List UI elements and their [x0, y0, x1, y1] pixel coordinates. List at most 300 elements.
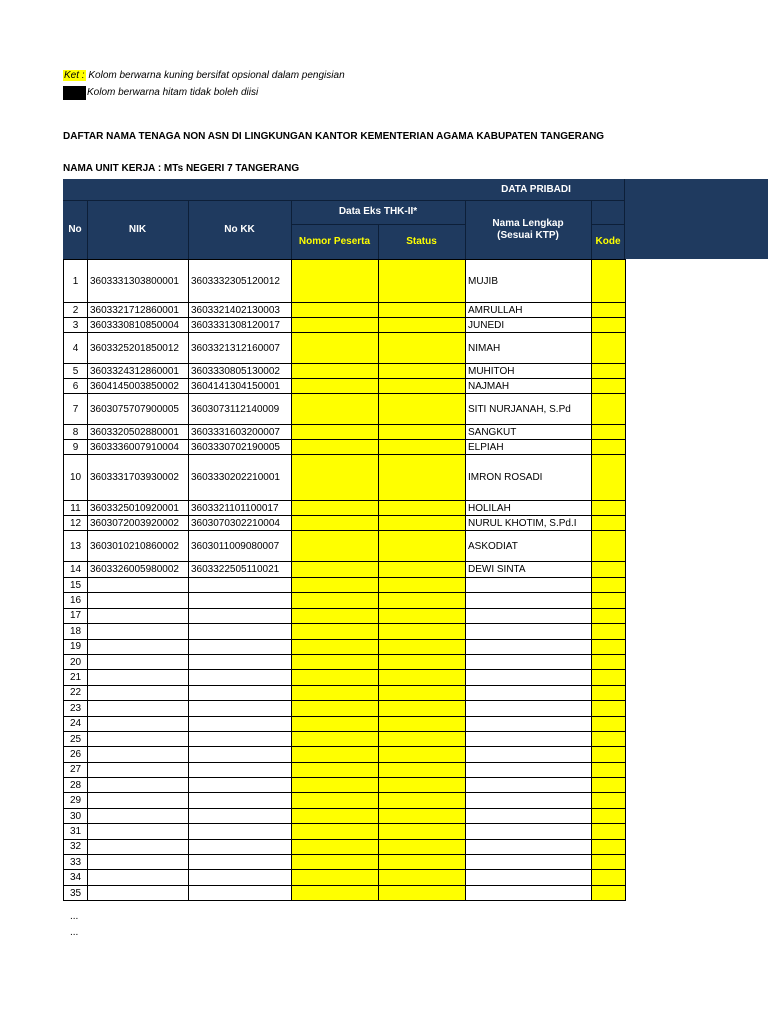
- row-nomor-peserta[interactable]: [292, 670, 379, 685]
- row-status[interactable]: [379, 425, 466, 440]
- row-status[interactable]: [379, 654, 466, 669]
- row-status[interactable]: [379, 839, 466, 854]
- header-divider: [188, 200, 189, 259]
- row-status[interactable]: [379, 639, 466, 654]
- row-no-kk[interactable]: [189, 716, 292, 731]
- row-nama[interactable]: [466, 885, 592, 900]
- table-row: [64, 440, 626, 455]
- row-status[interactable]: [379, 670, 466, 685]
- row-nama[interactable]: [466, 870, 592, 885]
- table-row: [64, 793, 626, 808]
- row-nama[interactable]: [466, 716, 592, 731]
- row-nama[interactable]: IMRON ROSADI: [466, 455, 592, 501]
- row-nama[interactable]: MUHITOH: [466, 364, 592, 379]
- row-kode[interactable]: [592, 778, 626, 793]
- row-status[interactable]: [379, 578, 466, 593]
- row-nomor-peserta[interactable]: [292, 260, 379, 303]
- row-kode[interactable]: [592, 260, 626, 303]
- row-nik[interactable]: 3603324312860001: [88, 364, 189, 379]
- row-status[interactable]: [379, 808, 466, 823]
- row-no[interactable]: 4: [64, 333, 88, 364]
- row-nama[interactable]: ASKODIAT: [466, 531, 592, 562]
- row-kode[interactable]: [592, 531, 626, 562]
- row-kode[interactable]: [592, 793, 626, 808]
- row-kode[interactable]: [592, 578, 626, 593]
- header-nik: NIK: [128, 223, 147, 235]
- row-kode[interactable]: [592, 516, 626, 531]
- table-row: [64, 260, 626, 303]
- legend-black-swatch: [63, 86, 86, 100]
- row-no-kk[interactable]: 3603321101100017: [189, 501, 292, 516]
- row-no[interactable]: 3: [64, 318, 88, 333]
- row-status[interactable]: [379, 364, 466, 379]
- row-no-kk[interactable]: [189, 654, 292, 669]
- row-no-kk[interactable]: [189, 762, 292, 777]
- row-nomor-peserta[interactable]: [292, 716, 379, 731]
- table-row: [64, 885, 626, 900]
- legend-yellow-note: Kolom berwarna kuning bersifat opsional dalam pengisian: [88, 70, 345, 81]
- table-row: [64, 501, 626, 516]
- row-status[interactable]: [379, 455, 466, 501]
- row-no[interactable]: 5: [64, 364, 88, 379]
- row-status[interactable]: [379, 870, 466, 885]
- row-no[interactable]: 6: [64, 379, 88, 394]
- header-nomor-peserta: Nomor Peserta: [298, 235, 371, 247]
- row-nama[interactable]: [466, 654, 592, 669]
- row-kode[interactable]: [592, 593, 626, 608]
- row-no-kk[interactable]: 3603011009080007: [189, 531, 292, 562]
- row-nama[interactable]: [466, 578, 592, 593]
- row-status[interactable]: [379, 685, 466, 700]
- row-nomor-peserta[interactable]: [292, 855, 379, 870]
- row-nama[interactable]: DEWI SINTA: [466, 562, 592, 578]
- row-no-kk[interactable]: [189, 747, 292, 762]
- row-nama[interactable]: [466, 808, 592, 823]
- row-nomor-peserta[interactable]: [292, 333, 379, 364]
- table-row: [64, 654, 626, 669]
- row-nik[interactable]: [88, 639, 189, 654]
- row-no[interactable]: 1: [64, 260, 88, 303]
- row-no-kk[interactable]: [189, 793, 292, 808]
- row-nik[interactable]: [88, 793, 189, 808]
- row-no-kk[interactable]: [189, 855, 292, 870]
- row-no-kk[interactable]: 3603321312160007: [189, 333, 292, 364]
- row-nomor-peserta[interactable]: [292, 516, 379, 531]
- row-nik[interactable]: 3603072003920002: [88, 516, 189, 531]
- row-status[interactable]: [379, 260, 466, 303]
- row-nomor-peserta[interactable]: [292, 318, 379, 333]
- row-nik[interactable]: [88, 578, 189, 593]
- row-status[interactable]: [379, 747, 466, 762]
- row-kode[interactable]: [592, 685, 626, 700]
- table-row: [64, 716, 626, 731]
- row-no[interactable]: 23: [64, 701, 88, 716]
- row-nik[interactable]: [88, 839, 189, 854]
- table-row: [64, 379, 626, 394]
- row-nomor-peserta[interactable]: [292, 762, 379, 777]
- row-no[interactable]: 34: [64, 870, 88, 885]
- row-nik[interactable]: 3603331303800001: [88, 260, 189, 303]
- row-nama[interactable]: NURUL KHOTIM, S.Pd.I: [466, 516, 592, 531]
- row-nomor-peserta[interactable]: [292, 578, 379, 593]
- row-nama[interactable]: [466, 593, 592, 608]
- table-row: [64, 364, 626, 379]
- row-no[interactable]: 31: [64, 824, 88, 839]
- row-nomor-peserta[interactable]: [292, 425, 379, 440]
- row-nomor-peserta[interactable]: [292, 440, 379, 455]
- row-nomor-peserta[interactable]: [292, 639, 379, 654]
- legend-black-line: [63, 86, 258, 100]
- row-nama[interactable]: [466, 762, 592, 777]
- row-no-kk[interactable]: 3603331308120017: [189, 318, 292, 333]
- row-kode[interactable]: [592, 747, 626, 762]
- row-nama[interactable]: ELPIAH: [466, 440, 592, 455]
- row-kode[interactable]: [592, 318, 626, 333]
- row-nomor-peserta[interactable]: [292, 593, 379, 608]
- row-no[interactable]: 35: [64, 885, 88, 900]
- row-kode[interactable]: [592, 701, 626, 716]
- row-nomor-peserta[interactable]: [292, 870, 379, 885]
- row-no[interactable]: 33: [64, 855, 88, 870]
- table-row: [64, 762, 626, 777]
- row-nomor-peserta[interactable]: [292, 624, 379, 639]
- table-row: [64, 318, 626, 333]
- row-status[interactable]: [379, 624, 466, 639]
- legend-black-note: Kolom berwarna hitam tidak boleh diisi: [87, 87, 259, 98]
- header-no-kk: No KK: [224, 223, 255, 235]
- table-row: [64, 303, 626, 318]
- row-nomor-peserta[interactable]: [292, 364, 379, 379]
- row-no[interactable]: 12: [64, 516, 88, 531]
- row-nama[interactable]: [466, 747, 592, 762]
- header-status: Status: [406, 235, 437, 247]
- row-nik[interactable]: 3603331703930002: [88, 455, 189, 501]
- header-data-pribadi: DATA PRIBADI: [501, 183, 571, 195]
- row-nik[interactable]: [88, 593, 189, 608]
- row-nama[interactable]: SANGKUT: [466, 425, 592, 440]
- header-divider: [63, 200, 624, 201]
- row-no[interactable]: 2: [64, 303, 88, 318]
- row-kode[interactable]: [592, 333, 626, 364]
- table-row: [64, 778, 626, 793]
- row-no[interactable]: 25: [64, 731, 88, 746]
- row-no-kk[interactable]: 3604141304150001: [189, 379, 292, 394]
- row-nama[interactable]: NAJMAH: [466, 379, 592, 394]
- row-nik[interactable]: 3603075707900005: [88, 394, 189, 425]
- row-no-kk[interactable]: [189, 670, 292, 685]
- row-kode[interactable]: [592, 379, 626, 394]
- table-row: [64, 731, 626, 746]
- row-nomor-peserta[interactable]: [292, 701, 379, 716]
- row-nik[interactable]: [88, 624, 189, 639]
- row-nik[interactable]: 3603321712860001: [88, 303, 189, 318]
- row-no[interactable]: 17: [64, 608, 88, 623]
- header-divider: [87, 200, 88, 259]
- row-nik[interactable]: [88, 870, 189, 885]
- table-row: [64, 516, 626, 531]
- row-no[interactable]: 29: [64, 793, 88, 808]
- row-status[interactable]: [379, 562, 466, 578]
- row-status[interactable]: [379, 793, 466, 808]
- table-row: [64, 562, 626, 578]
- row-nik[interactable]: [88, 608, 189, 623]
- row-nomor-peserta[interactable]: [292, 501, 379, 516]
- row-nik[interactable]: 3603330810850004: [88, 318, 189, 333]
- row-nama[interactable]: [466, 731, 592, 746]
- row-status[interactable]: [379, 394, 466, 425]
- row-nomor-peserta[interactable]: [292, 839, 379, 854]
- row-no[interactable]: 19: [64, 639, 88, 654]
- row-nomor-peserta[interactable]: [292, 562, 379, 578]
- row-no[interactable]: 26: [64, 747, 88, 762]
- row-no[interactable]: 32: [64, 839, 88, 854]
- row-no-kk[interactable]: [189, 731, 292, 746]
- table-row: [64, 824, 626, 839]
- row-kode[interactable]: [592, 870, 626, 885]
- row-kode[interactable]: [592, 731, 626, 746]
- row-nik[interactable]: [88, 685, 189, 700]
- row-no[interactable]: 30: [64, 808, 88, 823]
- row-nama[interactable]: [466, 839, 592, 854]
- row-status[interactable]: [379, 885, 466, 900]
- row-kode[interactable]: [592, 624, 626, 639]
- row-kode[interactable]: [592, 885, 626, 900]
- row-nik[interactable]: 3603325010920001: [88, 501, 189, 516]
- row-nama[interactable]: SITI NURJANAH, S.Pd: [466, 394, 592, 425]
- table-row: [64, 870, 626, 885]
- row-no-kk[interactable]: [189, 639, 292, 654]
- row-nama[interactable]: MUJIB: [466, 260, 592, 303]
- row-nomor-peserta[interactable]: [292, 455, 379, 501]
- row-nama[interactable]: [466, 624, 592, 639]
- row-no[interactable]: 21: [64, 670, 88, 685]
- row-nama[interactable]: [466, 685, 592, 700]
- row-nomor-peserta[interactable]: [292, 885, 379, 900]
- row-kode[interactable]: [592, 364, 626, 379]
- row-no-kk[interactable]: [189, 624, 292, 639]
- row-kode[interactable]: [592, 654, 626, 669]
- row-no-kk[interactable]: [189, 808, 292, 823]
- row-kode[interactable]: [592, 608, 626, 623]
- row-status[interactable]: [379, 501, 466, 516]
- row-no-kk[interactable]: [189, 685, 292, 700]
- row-status[interactable]: [379, 379, 466, 394]
- row-nik[interactable]: [88, 855, 189, 870]
- row-nomor-peserta[interactable]: [292, 531, 379, 562]
- employee-table: [63, 259, 626, 901]
- table-row: [64, 685, 626, 700]
- row-nik[interactable]: 3604145003850002: [88, 379, 189, 394]
- row-nik[interactable]: [88, 762, 189, 777]
- row-status[interactable]: [379, 440, 466, 455]
- row-nik[interactable]: [88, 824, 189, 839]
- row-kode[interactable]: [592, 824, 626, 839]
- row-nik[interactable]: [88, 885, 189, 900]
- row-nomor-peserta[interactable]: [292, 747, 379, 762]
- row-no[interactable]: 18: [64, 624, 88, 639]
- row-no[interactable]: 16: [64, 593, 88, 608]
- row-nama[interactable]: HOLILAH: [466, 501, 592, 516]
- row-status[interactable]: [379, 593, 466, 608]
- continuation-mark: ...: [70, 927, 79, 938]
- row-status[interactable]: [379, 516, 466, 531]
- table-row: [64, 531, 626, 562]
- row-nik[interactable]: 3603336007910004: [88, 440, 189, 455]
- table-header: [63, 179, 768, 259]
- row-no-kk[interactable]: 3603331603200007: [189, 425, 292, 440]
- row-no[interactable]: 7: [64, 394, 88, 425]
- row-no[interactable]: 28: [64, 778, 88, 793]
- table-row: [64, 608, 626, 623]
- row-kode[interactable]: [592, 440, 626, 455]
- row-nomor-peserta[interactable]: [292, 731, 379, 746]
- table-row: [64, 670, 626, 685]
- row-no-kk[interactable]: [189, 593, 292, 608]
- row-nik[interactable]: 3603325201850012: [88, 333, 189, 364]
- row-status[interactable]: [379, 762, 466, 777]
- header-divider: [465, 200, 466, 259]
- row-nik[interactable]: [88, 654, 189, 669]
- table-row: [64, 333, 626, 364]
- row-no-kk[interactable]: 3603322505110021: [189, 562, 292, 578]
- row-no-kk[interactable]: 3603321402130003: [189, 303, 292, 318]
- row-nomor-peserta[interactable]: [292, 379, 379, 394]
- row-kode[interactable]: [592, 455, 626, 501]
- row-nomor-peserta[interactable]: [292, 303, 379, 318]
- row-nomor-peserta[interactable]: [292, 778, 379, 793]
- row-nama[interactable]: [466, 778, 592, 793]
- table-row: [64, 455, 626, 501]
- row-nama[interactable]: [466, 824, 592, 839]
- row-nama[interactable]: [466, 639, 592, 654]
- row-no-kk[interactable]: [189, 701, 292, 716]
- row-kode[interactable]: [592, 716, 626, 731]
- row-nik[interactable]: [88, 747, 189, 762]
- row-nik[interactable]: [88, 670, 189, 685]
- row-kode[interactable]: [592, 639, 626, 654]
- row-kode[interactable]: [592, 808, 626, 823]
- header-divider: [624, 179, 625, 259]
- row-nama[interactable]: [466, 608, 592, 623]
- row-no-kk[interactable]: 3603070302210004: [189, 516, 292, 531]
- row-status[interactable]: [379, 333, 466, 364]
- row-nama[interactable]: [466, 855, 592, 870]
- row-no-kk[interactable]: 3603330702190005: [189, 440, 292, 455]
- row-no-kk[interactable]: [189, 839, 292, 854]
- table-row: [64, 747, 626, 762]
- row-nomor-peserta[interactable]: [292, 793, 379, 808]
- row-no-kk[interactable]: 3603330805130002: [189, 364, 292, 379]
- row-nama[interactable]: AMRULLAH: [466, 303, 592, 318]
- row-nik[interactable]: [88, 778, 189, 793]
- row-nama[interactable]: NIMAH: [466, 333, 592, 364]
- table-row: [64, 578, 626, 593]
- row-no[interactable]: 10: [64, 455, 88, 501]
- row-no[interactable]: 11: [64, 501, 88, 516]
- row-no-kk[interactable]: [189, 824, 292, 839]
- header-eks-thk: Data Eks THK-II*: [338, 206, 418, 217]
- table-row: [64, 425, 626, 440]
- row-nama[interactable]: [466, 670, 592, 685]
- row-nomor-peserta[interactable]: [292, 394, 379, 425]
- row-status[interactable]: [379, 824, 466, 839]
- row-status[interactable]: [379, 731, 466, 746]
- row-no-kk[interactable]: 3603073112140009: [189, 394, 292, 425]
- row-no-kk[interactable]: [189, 885, 292, 900]
- row-kode[interactable]: [592, 855, 626, 870]
- row-no-kk[interactable]: [189, 578, 292, 593]
- row-no[interactable]: 8: [64, 425, 88, 440]
- row-no-kk[interactable]: [189, 608, 292, 623]
- row-no[interactable]: 22: [64, 685, 88, 700]
- row-kode[interactable]: [592, 670, 626, 685]
- row-nama[interactable]: [466, 701, 592, 716]
- row-no-kk[interactable]: 3603332305120012: [189, 260, 292, 303]
- continuation-mark: ...: [70, 911, 79, 922]
- row-nomor-peserta[interactable]: [292, 808, 379, 823]
- row-status[interactable]: [379, 778, 466, 793]
- row-nomor-peserta[interactable]: [292, 654, 379, 669]
- row-nik[interactable]: 3603010210860002: [88, 531, 189, 562]
- row-no[interactable]: 13: [64, 531, 88, 562]
- header-no: No: [68, 223, 82, 235]
- row-no[interactable]: 24: [64, 716, 88, 731]
- row-nama[interactable]: JUNEDI: [466, 318, 592, 333]
- row-nomor-peserta[interactable]: [292, 685, 379, 700]
- row-nama[interactable]: [466, 793, 592, 808]
- table-row: [64, 394, 626, 425]
- row-no-kk[interactable]: [189, 870, 292, 885]
- legend-ket-label: Ket :: [64, 70, 85, 81]
- row-nomor-peserta[interactable]: [292, 608, 379, 623]
- row-no[interactable]: 27: [64, 762, 88, 777]
- row-no[interactable]: 14: [64, 562, 88, 578]
- row-no-kk[interactable]: [189, 778, 292, 793]
- row-nik[interactable]: [88, 808, 189, 823]
- row-no[interactable]: 9: [64, 440, 88, 455]
- row-status[interactable]: [379, 701, 466, 716]
- row-no-kk[interactable]: 3603330202210001: [189, 455, 292, 501]
- row-kode[interactable]: [592, 303, 626, 318]
- row-kode[interactable]: [592, 762, 626, 777]
- row-kode[interactable]: [592, 839, 626, 854]
- table-row: [64, 624, 626, 639]
- row-nik[interactable]: [88, 731, 189, 746]
- row-no[interactable]: 20: [64, 654, 88, 669]
- table-row: [64, 855, 626, 870]
- row-nik[interactable]: 3603320502880001: [88, 425, 189, 440]
- header-divider: [291, 200, 292, 259]
- row-no[interactable]: 15: [64, 578, 88, 593]
- row-kode[interactable]: [592, 501, 626, 516]
- row-status[interactable]: [379, 303, 466, 318]
- row-nomor-peserta[interactable]: [292, 824, 379, 839]
- header-divider: [591, 224, 625, 225]
- header-nama-lengkap: Nama Lengkap (Sesuai KTP): [492, 217, 564, 241]
- row-status[interactable]: [379, 855, 466, 870]
- row-nik[interactable]: 3603326005980002: [88, 562, 189, 578]
- row-nik[interactable]: [88, 716, 189, 731]
- row-status[interactable]: [379, 531, 466, 562]
- row-status[interactable]: [379, 318, 466, 333]
- row-kode[interactable]: [592, 562, 626, 578]
- row-kode[interactable]: [592, 425, 626, 440]
- row-nik[interactable]: [88, 701, 189, 716]
- row-status[interactable]: [379, 716, 466, 731]
- row-status[interactable]: [379, 608, 466, 623]
- row-kode[interactable]: [592, 394, 626, 425]
- header-divider: [378, 224, 379, 259]
